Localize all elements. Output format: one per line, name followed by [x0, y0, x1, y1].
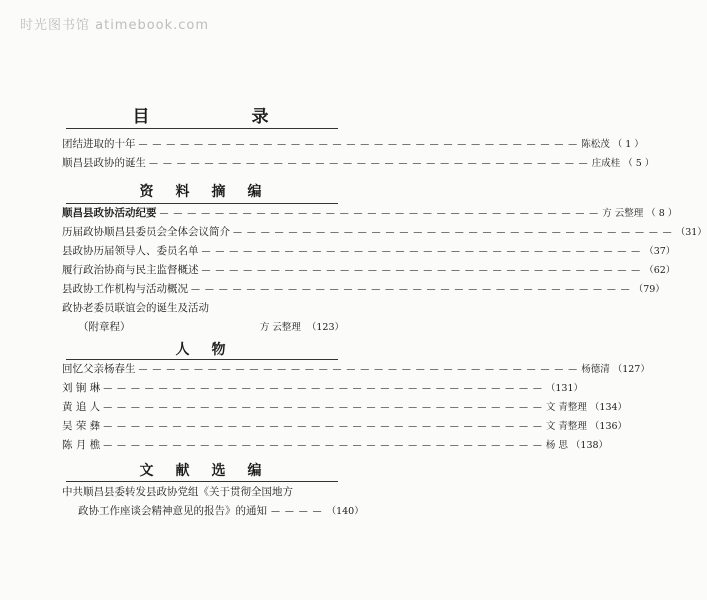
- entry-title: 顺昌县政协活动纪要: [62, 207, 157, 219]
- entry-page: （134）: [589, 402, 628, 413]
- watermark: 时光图书馆 atimebook.com: [20, 18, 210, 33]
- entry-subtitle: 政协工作座谈会精神意见的报告》的通知: [78, 505, 267, 517]
- toc-entry[interactable]: [62, 399, 628, 416]
- entry-title: 刘 锏 琳: [62, 382, 101, 394]
- entry-subtitle: （附章程）: [78, 321, 131, 333]
- toc-entry[interactable]: [62, 243, 676, 260]
- leader-dashes: [233, 225, 673, 242]
- entry-author: 方 云整理: [259, 322, 301, 333]
- leader-dashes: [139, 137, 579, 154]
- leader-dashes: [103, 438, 543, 455]
- entry-author: 陈松茂: [581, 139, 610, 150]
- entry-page: （ 5 ）: [623, 158, 655, 169]
- entry-author: 杨德清: [581, 364, 610, 375]
- leader-dashes: — — — —: [271, 507, 323, 517]
- entry-author: 庄成桂: [591, 158, 621, 169]
- entry-title: 黄 追 人: [62, 401, 101, 413]
- toc-entry-continuation[interactable]: [78, 319, 344, 336]
- entry-page: （79）: [633, 284, 665, 295]
- entry-page: （ 1 ）: [612, 139, 644, 150]
- entry-author: 文 青整理: [545, 421, 587, 432]
- entry-title: 团结进取的十年: [62, 138, 136, 150]
- entry-title: 陈 月 樵: [62, 439, 101, 451]
- toc-entry[interactable]: [62, 262, 676, 279]
- entry-page: （138）: [570, 440, 609, 451]
- toc-entry[interactable]: [62, 155, 655, 172]
- section-divider: [66, 481, 338, 482]
- leader-dashes: [149, 156, 589, 173]
- leader-dashes: [103, 419, 543, 436]
- entry-page: （123）: [306, 322, 344, 333]
- entry-author: 方 云整理: [602, 208, 644, 219]
- toc-entry[interactable]: [62, 205, 678, 222]
- entry-author: 文 青整理: [545, 402, 587, 413]
- entry-title: 履行政治协商与民主监督概述: [62, 264, 199, 276]
- entry-title: 顺昌县政协的诞生: [62, 157, 146, 169]
- toc-entry[interactable]: [62, 418, 628, 435]
- entry-title: 吴 荣 彝: [62, 420, 101, 432]
- toc-entry[interactable]: [62, 437, 609, 454]
- section-divider: [66, 203, 338, 204]
- title-divider: [66, 128, 338, 129]
- leader-dashes: [191, 282, 631, 299]
- entry-page: （140）: [326, 506, 364, 517]
- section-heading-documents: 文献选编: [139, 463, 284, 479]
- toc-entry[interactable]: [62, 136, 644, 153]
- entry-page: （31）: [675, 227, 707, 238]
- entry-title: 县政协工作机构与活动概况: [62, 283, 188, 295]
- toc-entry[interactable]: [62, 361, 650, 378]
- section-divider: [66, 359, 338, 360]
- leader-dashes: [139, 362, 579, 379]
- leader-dashes: [103, 400, 543, 417]
- leader-dashes: [160, 206, 600, 223]
- entry-title[interactable]: 中共顺昌县委转发县政协党组《关于贯彻全国地方: [62, 486, 293, 498]
- entry-author: 杨 思: [545, 440, 568, 451]
- entry-page: （37）: [644, 246, 676, 257]
- toc-entry[interactable]: [62, 224, 707, 241]
- entry-title: 历届政协顺昌县委员会全体会议简介: [62, 226, 230, 238]
- entry-title[interactable]: 政协老委员联谊会的诞生及活动: [62, 302, 209, 314]
- toc-entry[interactable]: [62, 281, 665, 298]
- entry-title: 回忆父亲杨春生: [62, 363, 136, 375]
- toc-entry-continuation[interactable]: [78, 503, 364, 520]
- section-heading-materials: 资料摘编: [139, 184, 284, 200]
- toc-title: 目 录: [132, 107, 317, 127]
- section-heading-people: 人物: [175, 342, 248, 358]
- leader-dashes: [202, 263, 642, 280]
- entry-page: （136）: [589, 421, 628, 432]
- entry-page: （62）: [644, 265, 676, 276]
- entry-title: 县政协历届领导人、委员名单: [62, 245, 199, 257]
- entry-page: （127）: [612, 364, 650, 375]
- entry-page: （131）: [545, 383, 584, 394]
- toc-entry[interactable]: [62, 380, 584, 397]
- leader-dashes: [103, 381, 543, 398]
- leader-dashes: [202, 244, 642, 261]
- entry-page: （ 8 ）: [646, 208, 678, 219]
